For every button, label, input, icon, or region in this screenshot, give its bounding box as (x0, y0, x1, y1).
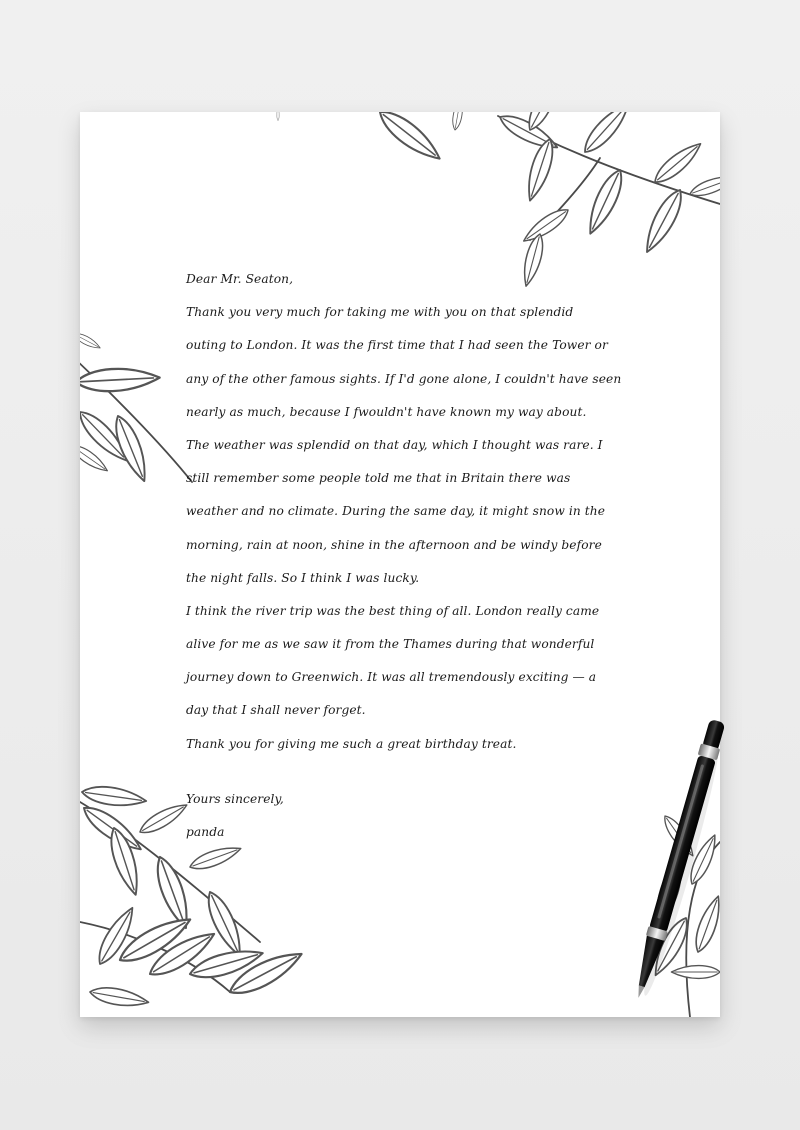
letter-line: Thank you very much for taking me with you on that splendid (186, 305, 574, 320)
letter-line: any of the other famous sights. If I'd gone alone, I couldn't have seen (186, 371, 622, 386)
letter-line: nearly as much, because I fwouldn't have known my way about. (186, 404, 587, 419)
letter-line: I think the river trip was the best thing of all. London really came (186, 603, 600, 618)
letter-closing-block (186, 783, 666, 849)
letter-line: the night falls. So I think I was lucky. (186, 570, 420, 585)
pen-icon (610, 710, 750, 1010)
leaf-branch-left (80, 331, 192, 485)
leaf-branch-top-right (277, 112, 720, 288)
letter-line: weather and no climate. During the same day, it might snow in the (186, 504, 606, 519)
letter-line: morning, rain at noon, shine in the afternoon and be windy before (186, 537, 602, 552)
letter-body (186, 263, 666, 849)
letter-line: still remember some people told me that in Britain there was (186, 471, 571, 486)
letter-line: alive for me as we saw it from the Thames during that wonderful (186, 637, 595, 652)
letter-line: outing to London. It was the first time that I had seen the Tower or (186, 338, 608, 353)
letter-line: journey down to Greenwich. It was all tremendously exciting — a (186, 670, 597, 685)
letter-line: day that I shall never forget. (186, 703, 366, 718)
letter-line: Thank you for giving me such a great birthday treat. (186, 736, 517, 751)
letter-line: The weather was splendid on that day, which I thought was rare. I (186, 437, 603, 452)
closing: Yours sincerely, (186, 791, 284, 806)
signature: panda (186, 824, 225, 839)
salutation: Dear Mr. Seaton, (186, 272, 294, 286)
